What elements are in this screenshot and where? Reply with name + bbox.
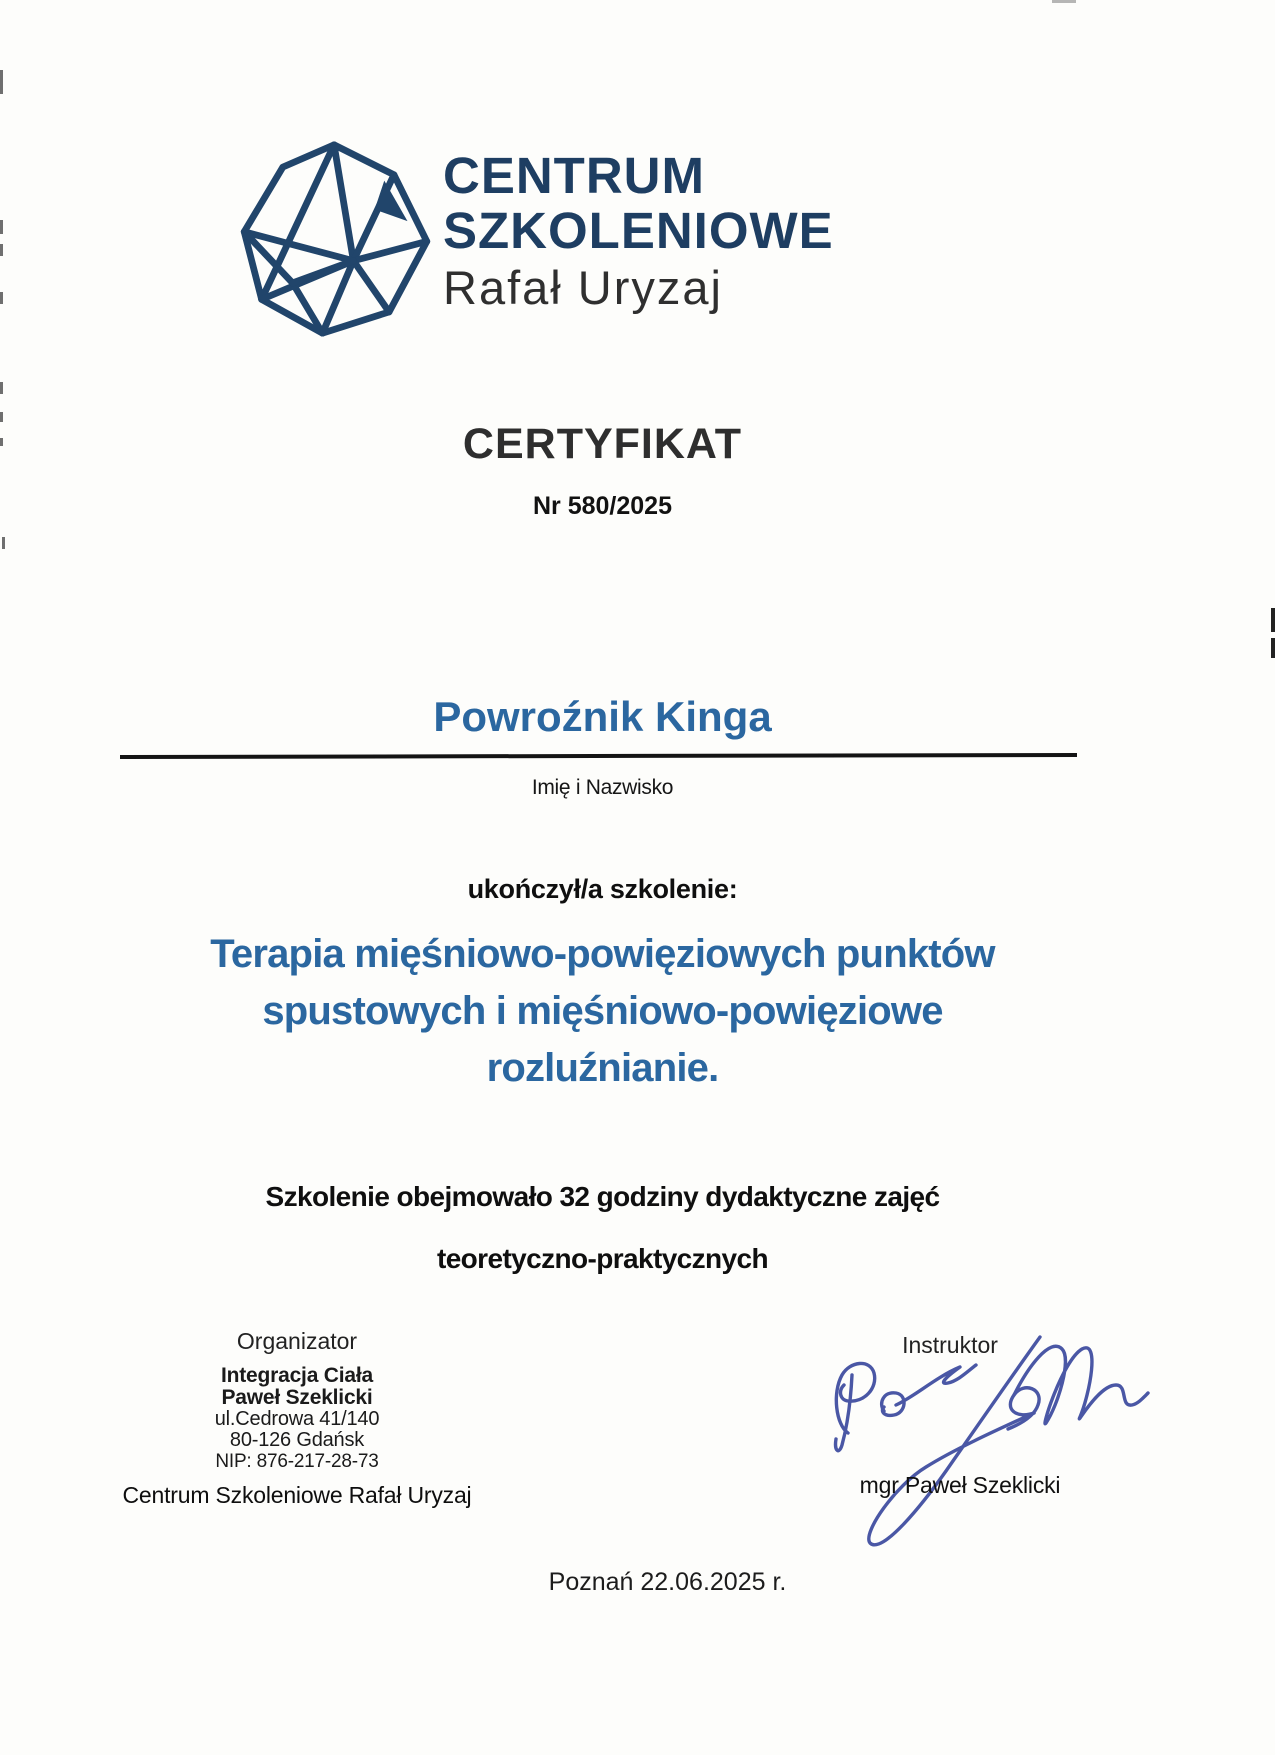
scan-artifact xyxy=(2,537,5,549)
scan-artifact xyxy=(1271,638,1275,658)
logo-wordmark xyxy=(443,147,834,314)
stamp-nip: NIP: 876-217-28-73 xyxy=(215,1451,379,1472)
gem-polygon-logo-icon xyxy=(238,140,434,338)
course-title-line3: rozluźnianie. xyxy=(486,1046,719,1090)
stamp-person: Paweł Szeklicki xyxy=(221,1386,373,1409)
scan-artifact xyxy=(1271,608,1275,632)
stamp-company: Integracja Ciała xyxy=(220,1364,374,1387)
certificate-number: Nr 580/2025 xyxy=(532,492,672,520)
instructor-block xyxy=(800,1332,1100,1359)
name-underline xyxy=(120,753,1077,759)
course-hours-line1: Szkolenie obejmowało 32 godziny dydaktyczne zajęć xyxy=(265,1181,940,1212)
completion-label: ukończył/a szkolenie: xyxy=(467,874,738,904)
course-title xyxy=(0,926,1205,1097)
scan-artifact xyxy=(0,244,3,256)
organizer-block xyxy=(112,1328,482,1509)
organizer-label: Organizator xyxy=(236,1328,358,1354)
organizer-stamp xyxy=(112,1365,482,1472)
scan-artifact xyxy=(1052,0,1076,3)
certificate-title: CERTYFIKAT xyxy=(462,420,743,468)
scan-artifact xyxy=(0,438,3,446)
scan-artifact xyxy=(0,382,3,394)
course-hours xyxy=(0,1166,1205,1290)
place-and-date: Poznań 22.06.2025 r. xyxy=(548,1568,787,1596)
scan-artifact xyxy=(0,292,3,304)
stamp-street: ul.Cedrowa 41/140 xyxy=(214,1408,380,1430)
logo-org-line1: CENTRUM xyxy=(443,147,705,204)
stamp-city: 80-126 Gdańsk xyxy=(229,1429,365,1451)
course-title-line2: spustowych i mięśniowo-powięziowe xyxy=(262,989,943,1033)
logo-org-line2: SZKOLENIOWE xyxy=(443,202,834,259)
scan-artifact xyxy=(0,412,3,422)
instructor-name: mgr Paweł Szeklicki xyxy=(859,1472,1061,1498)
course-hours-line2: teoretyczno-praktycznych xyxy=(436,1243,769,1274)
course-title-line1: Terapia mięśniowo-powięziowych punktów xyxy=(210,932,995,976)
scan-artifact xyxy=(0,70,3,94)
scan-artifact xyxy=(0,220,3,234)
instructor-signature-ink-icon xyxy=(818,1333,1154,1573)
recipient-name: Powroźnik Kinga xyxy=(433,693,772,740)
organizer-company-name: Centrum Szkoleniowe Rafał Uryzaj xyxy=(122,1482,472,1508)
instructor-label: Instruktor xyxy=(902,1332,998,1358)
logo-owner-name: Rafał Uryzaj xyxy=(443,261,723,314)
recipient-caption: Imię i Nazwisko xyxy=(531,776,674,799)
